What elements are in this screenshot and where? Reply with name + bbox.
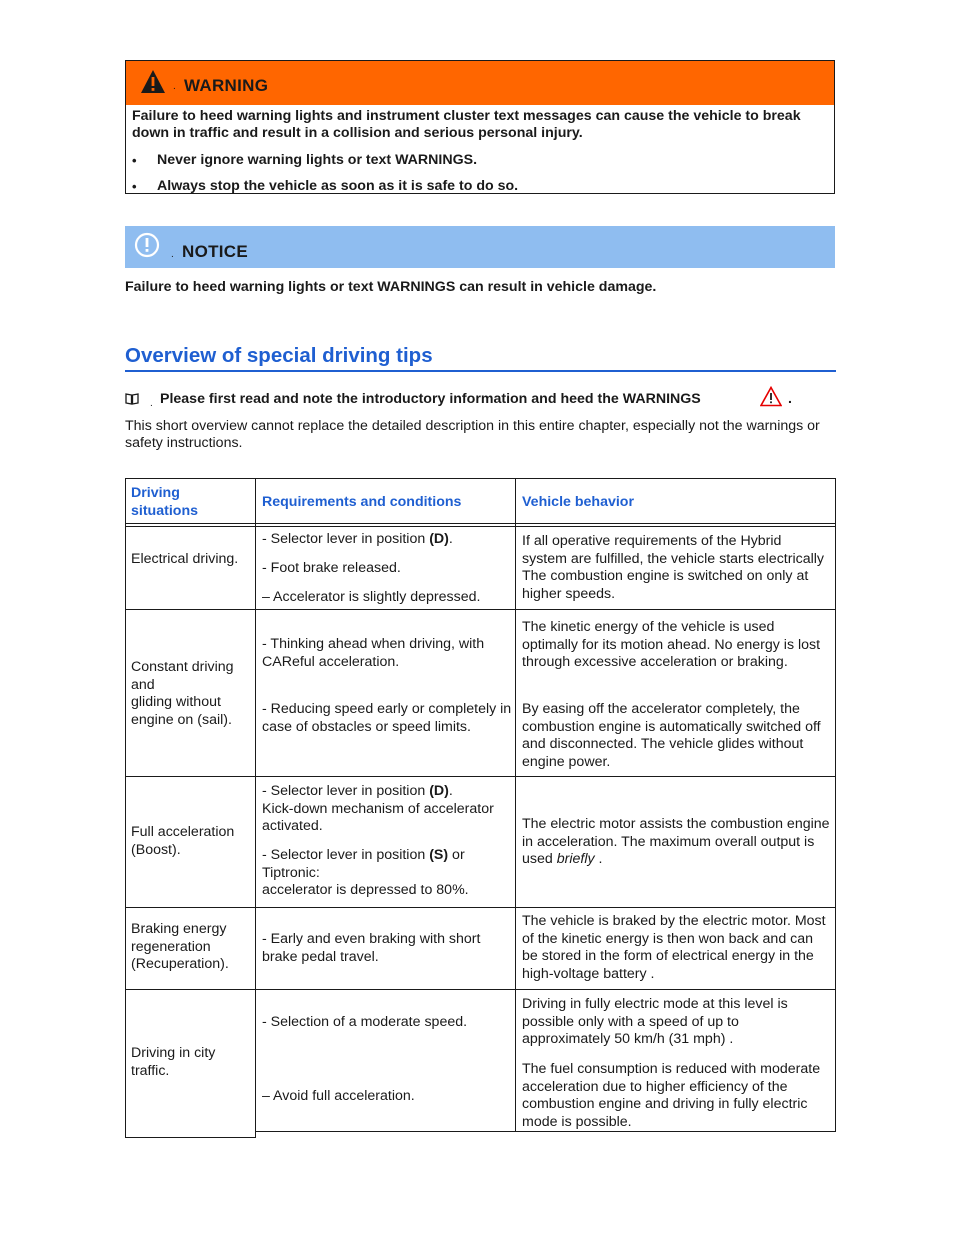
read-period: . bbox=[788, 391, 792, 407]
column-divider bbox=[255, 478, 256, 1138]
row-behavior: By easing off the accelerator completely, the combustion engine is automatically switched off and disconnected. The vehicle glides without engine power. bbox=[522, 701, 821, 770]
row-requirement: – Avoid full acceleration. bbox=[262, 1088, 415, 1104]
situation-text: Constant driving bbox=[131, 659, 234, 675]
row-requirement bbox=[262, 531, 512, 549]
row-requirement: - Thinking ahead when driving, with CAReful acceleration. bbox=[262, 636, 485, 670]
situation-text: gliding without bbox=[131, 694, 221, 710]
header-rule bbox=[125, 523, 836, 524]
intro-text: This short overview cannot replace the detailed description in this entire chapter, especially not the warnings or safety instructions. bbox=[125, 418, 820, 451]
behavior-emphasis: briefly bbox=[556, 851, 595, 867]
situation-text: engine on (sail). bbox=[131, 711, 232, 728]
req-text: Tiptronic: bbox=[262, 864, 320, 881]
read-instructions: Please first read and note the introductory information and heed the WARNINGS bbox=[160, 391, 701, 407]
row-divider bbox=[125, 907, 836, 908]
notice-title: NOTICE bbox=[182, 242, 249, 261]
notice-text: Failure to heed warning lights or text WARNINGS can result in vehicle damage. bbox=[125, 279, 657, 295]
row-divider bbox=[125, 609, 836, 610]
header-rule bbox=[125, 526, 836, 527]
section-title: Overview of special driving tips bbox=[125, 344, 433, 367]
req-text: Kick-down mechanism of accelerator activated. bbox=[262, 800, 494, 834]
row-behavior: The fuel consumption is reduced with moderate acceleration due to higher efficiency of the combustion engine and driving in fully electric mode is possible. bbox=[522, 1061, 821, 1130]
behavior-text: The electric motor assists the combustion engine in acceleration. The maximum overall output is used bbox=[522, 816, 830, 867]
warning-bullet-text: Always stop the vehicle as soon as it is safe to do so. bbox=[157, 178, 519, 194]
header-requirements: Requirements and conditions bbox=[262, 494, 462, 510]
warning-text: Failure to heed warning lights and instrument cluster text messages can cause the vehicle to break down in traffic and result in a collision and serious personal injury. bbox=[132, 108, 801, 141]
row-behavior: The kinetic energy of the vehicle is used optimally for its motion ahead. No energy is lost through excessive acceleration or braking. bbox=[522, 619, 821, 670]
table-border bbox=[125, 1137, 256, 1138]
situation-text: and bbox=[131, 676, 155, 693]
table-border bbox=[835, 478, 836, 1132]
req-position: (S) bbox=[429, 847, 449, 863]
header-text: Driving bbox=[131, 485, 180, 501]
req-text: - Selector lever in position bbox=[262, 847, 430, 863]
row-behavior: The vehicle is braked by the electric motor. Most of the kinetic energy is then won back and can be stored in the form of electrical energy in the high-voltage battery . bbox=[522, 913, 826, 982]
column-divider bbox=[515, 478, 516, 1132]
row-situation bbox=[131, 659, 255, 729]
row-situation: Electrical driving. bbox=[131, 551, 239, 567]
warning-bullet-text: Never ignore warning lights or text WARNINGS. bbox=[157, 152, 478, 168]
req-position: (D) bbox=[429, 531, 449, 547]
row-situation: Driving in city traffic. bbox=[131, 1045, 216, 1079]
read-dot: . bbox=[150, 398, 153, 409]
req-text: or bbox=[448, 847, 465, 863]
row-requirement bbox=[262, 783, 512, 836]
row-situation: Full acceleration (Boost). bbox=[131, 824, 235, 858]
notice-dot: . bbox=[171, 249, 174, 260]
row-situation: Braking energy regeneration (Recuperation). bbox=[131, 921, 229, 972]
req-text: accelerator is depressed to 80%. bbox=[262, 882, 469, 898]
behavior-text: . bbox=[594, 851, 603, 867]
table-border bbox=[125, 478, 836, 479]
row-requirement: – Accelerator is slightly depressed. bbox=[262, 589, 481, 605]
req-text: . bbox=[448, 783, 453, 799]
notice-header bbox=[125, 226, 835, 268]
warning-triangle-icon bbox=[140, 69, 166, 95]
warning-dot: . bbox=[173, 81, 176, 92]
row-requirement: - Early and even braking with short brake pedal travel. bbox=[262, 931, 481, 965]
warning-box bbox=[125, 60, 835, 194]
bullet-glyph: • bbox=[132, 179, 137, 194]
header-text: situations bbox=[131, 502, 199, 519]
warning-triangle-outline-icon bbox=[760, 386, 782, 407]
driving-tips-table bbox=[125, 478, 836, 1138]
section-rule bbox=[125, 370, 836, 372]
table-border bbox=[255, 1131, 836, 1132]
header-situations bbox=[131, 485, 198, 520]
req-text: - Selector lever in position bbox=[262, 531, 430, 547]
row-behavior: Driving in fully electric mode at this level is possible only with a speed of up to approximately 50 km/h (31 mph) . bbox=[522, 996, 788, 1047]
table-border bbox=[125, 478, 126, 1138]
row-behavior: If all operative requirements of the Hybrid system are fulfilled, the vehicle starts electrically The combustion engine is switched on only at higher speeds. bbox=[522, 533, 824, 602]
row-behavior bbox=[522, 816, 830, 869]
header-behavior: Vehicle behavior bbox=[522, 494, 634, 510]
exclamation-circle-icon bbox=[134, 232, 160, 258]
row-divider bbox=[125, 776, 836, 777]
warning-title: WARNING bbox=[184, 76, 269, 95]
req-position: (D) bbox=[429, 783, 449, 799]
row-divider bbox=[125, 989, 836, 990]
row-requirement: - Selection of a moderate speed. bbox=[262, 1014, 468, 1030]
row-requirement bbox=[262, 847, 512, 900]
row-requirement: - Foot brake released. bbox=[262, 560, 401, 576]
bullet-glyph: • bbox=[132, 153, 137, 168]
row-requirement: - Reducing speed early or completely in case of obstacles or speed limits. bbox=[262, 701, 512, 735]
req-text: . bbox=[448, 531, 453, 547]
book-icon bbox=[125, 393, 139, 405]
req-text: - Selector lever in position bbox=[262, 783, 430, 799]
warning-header bbox=[126, 61, 834, 105]
